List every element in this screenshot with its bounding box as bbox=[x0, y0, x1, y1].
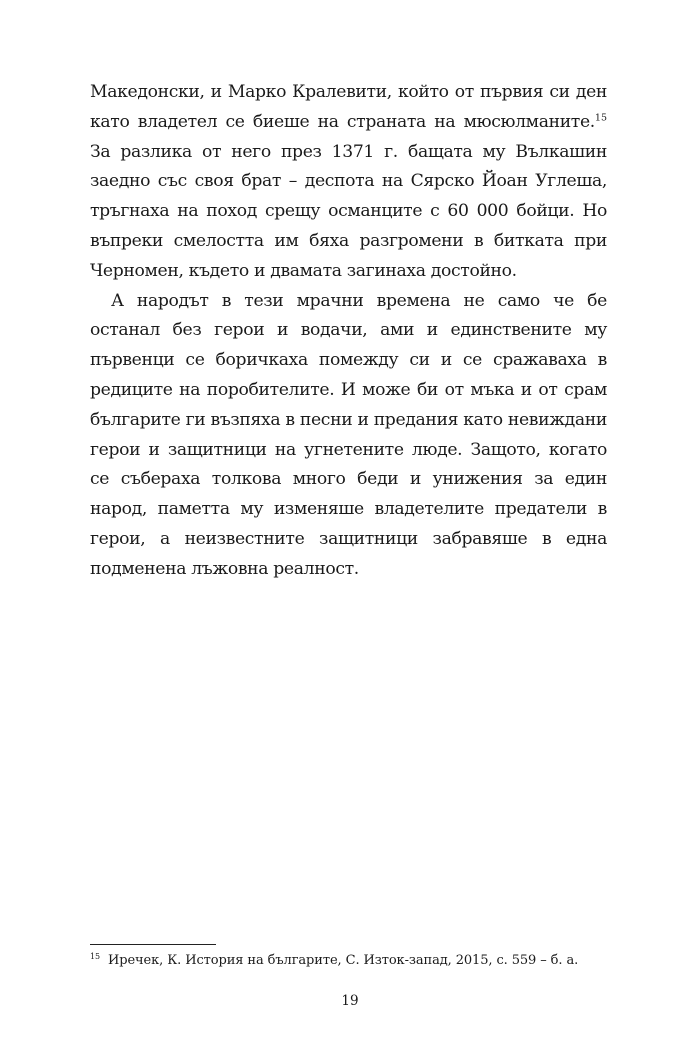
paragraph-1-text-end: За разлика от него през 1371 г. бащата му Вълкашин заедно със своя брат – деспота на Сярско Йоан Углеша, тръгнаха на поход срещу османците с 60 000 бойци. Но въпреки смелостта им бяха разгромени в битката при Черномен, където и двамата загинаха достойно. bbox=[90, 141, 607, 281]
paragraph-2: А народът в тези мрачни времена не само че бе останал без герои и водачи, ами и единствените му първенци се боричкаха помежду си и се сражаваха в редиците на поробителите. И може би от мъка и от срам българите ги възпяха в песни и предания като невиждани герои и защитници на угнетените люде. Защото, когато се събераха толкова много беди и унижения за един народ, паметта му изменяше владетелите предатели в герои, а неизвестните защитници забравяше в една подменена лъжовна реалност. bbox=[90, 290, 607, 579]
footnote-reference[interactable]: 15 bbox=[594, 112, 607, 124]
paragraph-1 bbox=[90, 78, 607, 287]
main-text bbox=[90, 78, 607, 585]
footnote-number: 15 bbox=[90, 951, 100, 961]
paragraph-1-text-start: Македонски, и Марко Кралевити, който от първия си ден като владетел се биеше на страната на мюсюлманите. bbox=[90, 82, 607, 132]
footnote-text: Иречек, К. История на българите, С. Изток-запад, 2015, с. 559 – б. а. bbox=[107, 953, 579, 968]
page-number: 19 bbox=[341, 993, 359, 1009]
footnote-divider bbox=[90, 944, 216, 945]
footnote bbox=[90, 952, 607, 970]
